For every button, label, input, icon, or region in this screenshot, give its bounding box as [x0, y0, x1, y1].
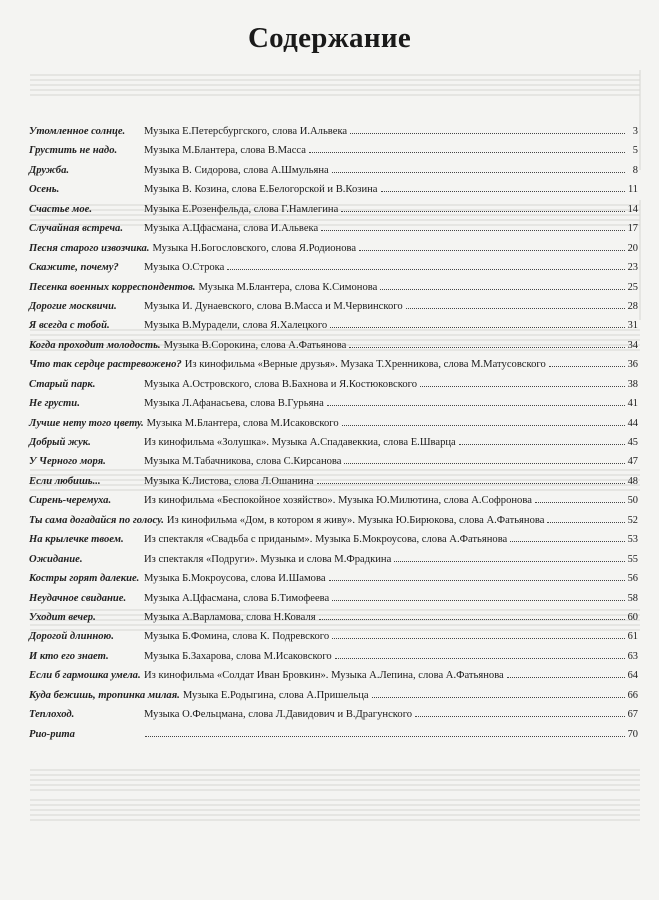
song-title: Костры горят далекие. — [29, 573, 140, 585]
song-title: Добрый жук. — [29, 437, 91, 448]
song-credits: Из кинофильма «Дом, в котором я живу». Музыка Ю.Бирюкова, слова А.Фатьянова — [166, 514, 545, 526]
page-number: 55 — [627, 553, 638, 565]
song-title: Дорогой длинною. — [29, 631, 114, 643]
dot-leader — [510, 541, 625, 542]
dot-leader — [359, 250, 625, 251]
song-title: Не грусти. — [29, 398, 80, 410]
toc-entry[interactable] — [29, 165, 638, 184]
page-number: 64 — [627, 670, 638, 682]
page-number: 14 — [627, 203, 638, 215]
page-number: 56 — [627, 573, 638, 585]
dot-leader — [344, 463, 625, 464]
song-title: Грустить не надо. — [29, 145, 118, 157]
dot-leader — [335, 658, 625, 659]
song-title: Куда бежишь, тропинка милая. — [29, 689, 180, 701]
dot-leader — [394, 561, 625, 562]
dot-leader — [459, 444, 625, 445]
song-credits: Из кинофильма «Верные друзья». Музака Т.Хренникова, слова М.Матусовского — [184, 359, 546, 371]
toc-entry[interactable] — [29, 262, 638, 281]
dot-leader — [381, 191, 626, 192]
page-number: 23 — [627, 262, 638, 274]
dot-leader — [420, 386, 625, 387]
toc-entry[interactable] — [29, 670, 638, 689]
toc-entry[interactable] — [29, 515, 638, 534]
toc-entry[interactable] — [29, 554, 638, 573]
song-title: Когда проходит молодость. — [29, 339, 161, 351]
page-number: 63 — [627, 650, 638, 662]
song-title: Неудачное свидание. — [29, 592, 127, 604]
song-credits: Из кинофильма «Беспокойное хозяйство». Музыка Ю.Милютина, слова А.Софронова — [144, 495, 532, 507]
song-title: Уходит вечер. — [29, 611, 96, 623]
toc-entry[interactable] — [29, 301, 638, 320]
song-title: Рио-рита — [29, 728, 75, 740]
dot-leader — [327, 405, 625, 406]
song-title: Осень. — [29, 184, 60, 196]
page-number: 44 — [627, 417, 638, 429]
page-number: 8 — [632, 164, 638, 176]
song-credits: Музыка А.Островского, слова В.Бахнова и Я.Костюковского — [144, 378, 417, 390]
dot-leader — [341, 211, 625, 212]
dot-leader — [227, 269, 625, 270]
dot-leader — [319, 619, 625, 620]
dot-leader — [332, 172, 625, 173]
page-number: 45 — [627, 437, 638, 448]
page-number: 52 — [627, 514, 638, 526]
song-title: И кто его знает. — [29, 650, 109, 662]
song-credits: Музыка Е.Родыгина, слова А.Пришельца — [182, 689, 369, 701]
song-title: Что так сердце растревожено? — [29, 359, 182, 371]
dot-leader — [415, 716, 625, 717]
page-number: 28 — [627, 300, 638, 312]
song-title: Если любишь... — [29, 475, 101, 487]
page-number: 70 — [627, 728, 638, 740]
song-title: Ожидание. — [29, 553, 83, 565]
table-of-contents — [29, 126, 638, 748]
page-number: 50 — [627, 495, 638, 507]
page-number: 41 — [627, 398, 638, 410]
song-title: Старый парк. — [29, 378, 96, 390]
dot-leader — [372, 697, 625, 698]
toc-entry[interactable] — [29, 593, 638, 612]
dot-leader — [547, 522, 625, 523]
song-title: Песня старого извозчика. — [29, 242, 150, 254]
page-number: 5 — [632, 145, 638, 157]
song-credits: Музыка М.Табачникова, слова С.Кирсанова — [144, 456, 342, 468]
song-title: Песенка военных корреспондентов. — [29, 281, 196, 293]
dot-leader — [321, 230, 625, 231]
toc-entry[interactable] — [29, 320, 638, 339]
page-number: 60 — [627, 611, 638, 623]
dot-leader — [332, 638, 625, 639]
toc-entry[interactable] — [29, 204, 638, 223]
song-credits: Музыка Б.Фомина, слова К. Подревского — [144, 631, 330, 643]
page-number: 25 — [627, 281, 638, 293]
song-credits: Музыка А.Варламова, слова Н.Коваля — [144, 611, 316, 623]
toc-entry[interactable] — [29, 651, 638, 670]
song-title: У Черного моря. — [29, 456, 106, 468]
dot-leader — [535, 502, 625, 503]
song-credits: Музыка А.Цфасмана, слова И.Альвека — [144, 223, 319, 235]
page-number: 66 — [627, 689, 638, 701]
song-credits: Музыка О.Строка — [144, 262, 225, 274]
toc-entry[interactable] — [29, 340, 638, 359]
toc-entry[interactable] — [29, 573, 638, 592]
song-credits: Музыка Е.Петерсбургского, слова И.Альвека — [144, 126, 348, 137]
toc-entry[interactable] — [29, 631, 638, 650]
toc-entry[interactable] — [29, 145, 638, 164]
page-number: 20 — [627, 242, 638, 254]
page-number: 36 — [627, 359, 638, 371]
dot-leader — [342, 425, 625, 426]
dot-leader — [406, 308, 625, 309]
song-title: Дорогие москвичи. — [29, 300, 117, 312]
song-credits: Музыка А.Цфасмана, слова Б.Тимофеева — [144, 592, 330, 604]
toc-entry[interactable] — [29, 437, 638, 456]
song-credits: Музыка М.Блантера, слова М.Исаковского — [146, 417, 339, 429]
page-number: 58 — [627, 592, 638, 604]
page-number: 17 — [627, 223, 638, 235]
toc-entry[interactable] — [29, 359, 638, 378]
song-title: Ты сама догадайся по голосу. — [29, 514, 164, 526]
song-title: Случайная встреча. — [29, 223, 123, 235]
song-title: Скажите, почему? — [29, 262, 119, 274]
page-number: 61 — [627, 631, 638, 643]
page-number: 53 — [627, 534, 638, 546]
toc-entry[interactable] — [29, 690, 638, 709]
page-title: Содержание — [247, 22, 412, 54]
toc-entry[interactable] — [29, 418, 638, 437]
song-title: Счастье мое. — [29, 203, 92, 215]
toc-entry[interactable] — [29, 476, 638, 495]
toc-entry[interactable] — [29, 612, 638, 631]
song-title: На крылечке твоем. — [29, 534, 124, 546]
song-title: Сирень-черемуха. — [29, 495, 112, 507]
song-credits: Музыка Е.Розенфельда, слова Г.Намлегина — [144, 203, 339, 215]
song-title: Если б гармошка умела. — [29, 670, 141, 682]
song-credits: Из спектакля «Свадьба с приданым». Музыка Б.Мокроусова, слова А.Фатьянова — [144, 534, 508, 546]
song-credits: Музыка В. Сидорова, слова А.Шмульяна — [144, 164, 329, 176]
song-title: Лучше нету того цвету. — [29, 417, 144, 429]
song-credits: Музыка Б.Захарова, слова М.Исаковского — [144, 650, 332, 662]
page-number: 3 — [632, 126, 638, 137]
song-credits: Из спектакля «Подруги». Музыка и слова М.Фрадкина — [144, 553, 392, 565]
toc-entry[interactable] — [29, 534, 638, 553]
page-number: 47 — [627, 456, 638, 468]
toc-entry[interactable] — [29, 398, 638, 417]
page-number: 11 — [627, 184, 638, 196]
song-credits: Из кинофильма «Золушка». Музыка А.Спадавеккиа, слова Е.Шварца — [144, 437, 456, 448]
song-credits: Музыка Б.Мокроусова, слова И.Шамова — [144, 573, 326, 585]
page-number: 34 — [627, 339, 638, 351]
page-number: 48 — [627, 475, 638, 487]
dot-leader — [350, 133, 625, 134]
toc-entry[interactable] — [29, 184, 638, 203]
song-credits: Музыка В.Сорокина, слова А.Фатьянова — [163, 339, 347, 351]
dot-leader — [332, 600, 625, 601]
toc-entry[interactable] — [29, 223, 638, 242]
song-credits: Музыка В.Мурадели, слова Я.Халецкого — [144, 320, 328, 332]
toc-entry[interactable] — [29, 126, 638, 145]
toc-entry[interactable] — [29, 282, 638, 301]
page-number: 67 — [627, 709, 638, 721]
dot-leader — [329, 580, 625, 581]
song-credits: Музыка И. Дунаевского, слова В.Масса и М.Червинского — [144, 300, 403, 312]
dot-leader — [309, 152, 625, 153]
toc-entry[interactable] — [29, 379, 638, 398]
toc-entry[interactable] — [29, 456, 638, 475]
song-title: Дружба. — [29, 164, 70, 176]
song-credits: Музыка Н.Богословского, слова Я.Родионова — [152, 242, 357, 254]
dot-leader — [145, 736, 625, 737]
song-credits: Музыка М.Блантера, слова К.Симонова — [198, 281, 378, 293]
dot-leader — [349, 347, 625, 348]
song-credits: Музыка В. Козина, слова Е.Белогорской и В.Козина — [144, 184, 378, 196]
song-credits: Музыка О.Фельцмана, слова Л.Давидович и В.Драгунского — [144, 709, 413, 721]
song-credits: Из кинофильма «Солдат Иван Бровкин». Музыка А.Лепина, слова А.Фатьянова — [144, 670, 504, 682]
dot-leader — [317, 483, 625, 484]
song-title: Я всегда с тобой. — [29, 320, 110, 332]
dot-leader — [549, 366, 625, 367]
toc-entry[interactable] — [29, 243, 638, 262]
dot-leader — [330, 327, 625, 328]
page-number: 31 — [627, 320, 638, 332]
dot-leader — [507, 677, 625, 678]
toc-entry[interactable] — [29, 729, 638, 748]
page-number: 38 — [627, 378, 638, 390]
song-credits: Музыка М.Блантера, слова В.Масса — [144, 145, 306, 157]
song-credits: Музыка Л.Афанасьева, слова В.Гурьяна — [144, 398, 324, 410]
dot-leader — [380, 289, 625, 290]
toc-entry[interactable] — [29, 709, 638, 728]
song-title: Теплоход. — [29, 709, 75, 721]
toc-entry[interactable] — [29, 495, 638, 514]
song-credits: Музыка К.Листова, слова Л.Ошанина — [144, 475, 314, 487]
song-title: Утомленное солнце. — [29, 126, 126, 137]
